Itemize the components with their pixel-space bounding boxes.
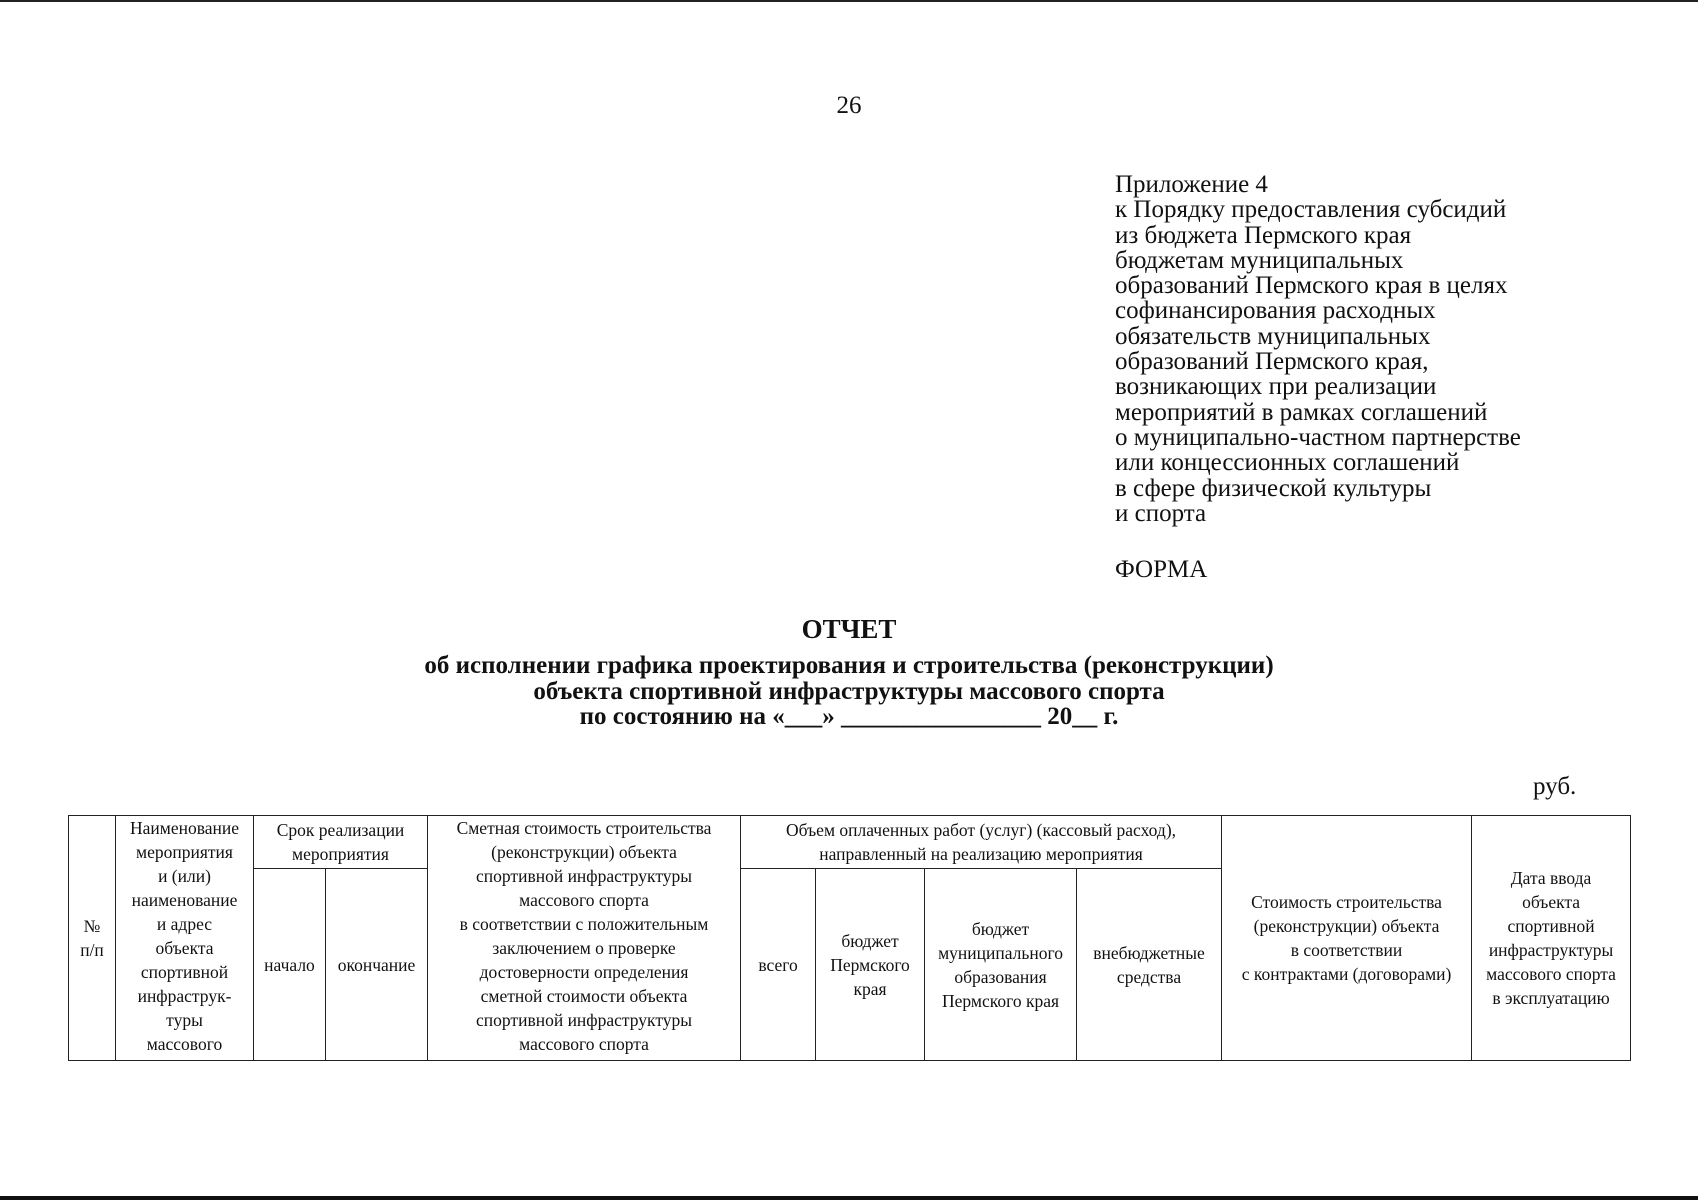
header-contract-cost: Стоимость строительства (реконструкции) объекта в соответствии с контрактами (договорами) <box>1222 816 1472 1061</box>
appendix-line: к Порядку предоставления субсидий <box>1115 196 1507 224</box>
appendix-line: и спорта <box>1115 499 1207 527</box>
appendix-line: в сфере физической культуры <box>1115 474 1432 502</box>
header-paid-regional-budget: бюджет Пермского края <box>816 869 925 1061</box>
report-table <box>68 815 1631 1061</box>
currency-unit: руб. <box>1533 773 1577 800</box>
header-paid-total: всего <box>741 869 816 1061</box>
appendix-line: софинансирования расходных <box>1115 297 1436 325</box>
appendix-line: образований Пермского края, <box>1115 348 1429 376</box>
appendix-line: или концессионных соглашений <box>1115 449 1460 477</box>
header-commission-date: Дата ввода объекта спортивной инфраструктуры массового спорта в эксплуатацию <box>1472 816 1631 1061</box>
appendix-line: обязательств муниципальных <box>1115 322 1431 350</box>
appendix-line: возникающих при реализации <box>1115 373 1437 401</box>
report-date-line: по состоянию на «___» ________________ 20__ г. <box>579 703 1119 730</box>
appendix-line: образований Пермского края в целях <box>1115 272 1508 300</box>
header-paid-extrabudgetary: внебюджетные средства <box>1077 869 1222 1061</box>
appendix-line: мероприятий в рамках соглашений <box>1115 398 1488 426</box>
appendix-line: бюджетам муниципальных <box>1115 246 1404 274</box>
appendix-line: о муниципально-частном партнерстве <box>1115 423 1521 451</box>
header-estimate-cost: Сметная стоимость строительства (реконструкции) объекта спортивной инфраструктуры массового спорта в соответствии с положительным заключением о проверке достоверности определения сметной стоимости объекта спортивной инфраструктуры массового спорта <box>428 816 741 1061</box>
report-subtitle-line: объекта спортивной инфраструктуры массового спорта <box>533 677 1165 705</box>
page-bottom-border <box>0 1196 1698 1200</box>
report-title: ОТЧЕТ <box>801 614 897 644</box>
header-paid-works-group: Объем оплаченных работ (услуг) (кассовый расход), направленный на реализацию мероприятия <box>741 816 1222 869</box>
header-term-end: окончание <box>326 869 428 1061</box>
form-label: ФОРМА <box>1115 556 1208 583</box>
header-number: № п/п <box>69 816 116 1061</box>
report-subtitle-line: об исполнении графика проектирования и строительства (реконструкции) <box>424 652 1274 679</box>
header-term-start: начало <box>254 869 326 1061</box>
header-term-group: Срок реализации мероприятия <box>254 816 428 869</box>
appendix-line: из бюджета Пермского края <box>1115 221 1412 249</box>
header-event-name: Наименование мероприятия и (или) наименование и адрес объекта спортивной инфраструк- туры массового <box>116 816 254 1061</box>
page-top-border <box>0 0 1698 2</box>
header-paid-municipal-budget: бюджет муниципального образования Пермского края <box>925 869 1077 1061</box>
page-number: 26 <box>836 92 862 119</box>
appendix-line: Приложение 4 <box>1115 171 1268 198</box>
report-subtitle <box>0 653 1698 730</box>
appendix-block <box>1115 172 1655 526</box>
